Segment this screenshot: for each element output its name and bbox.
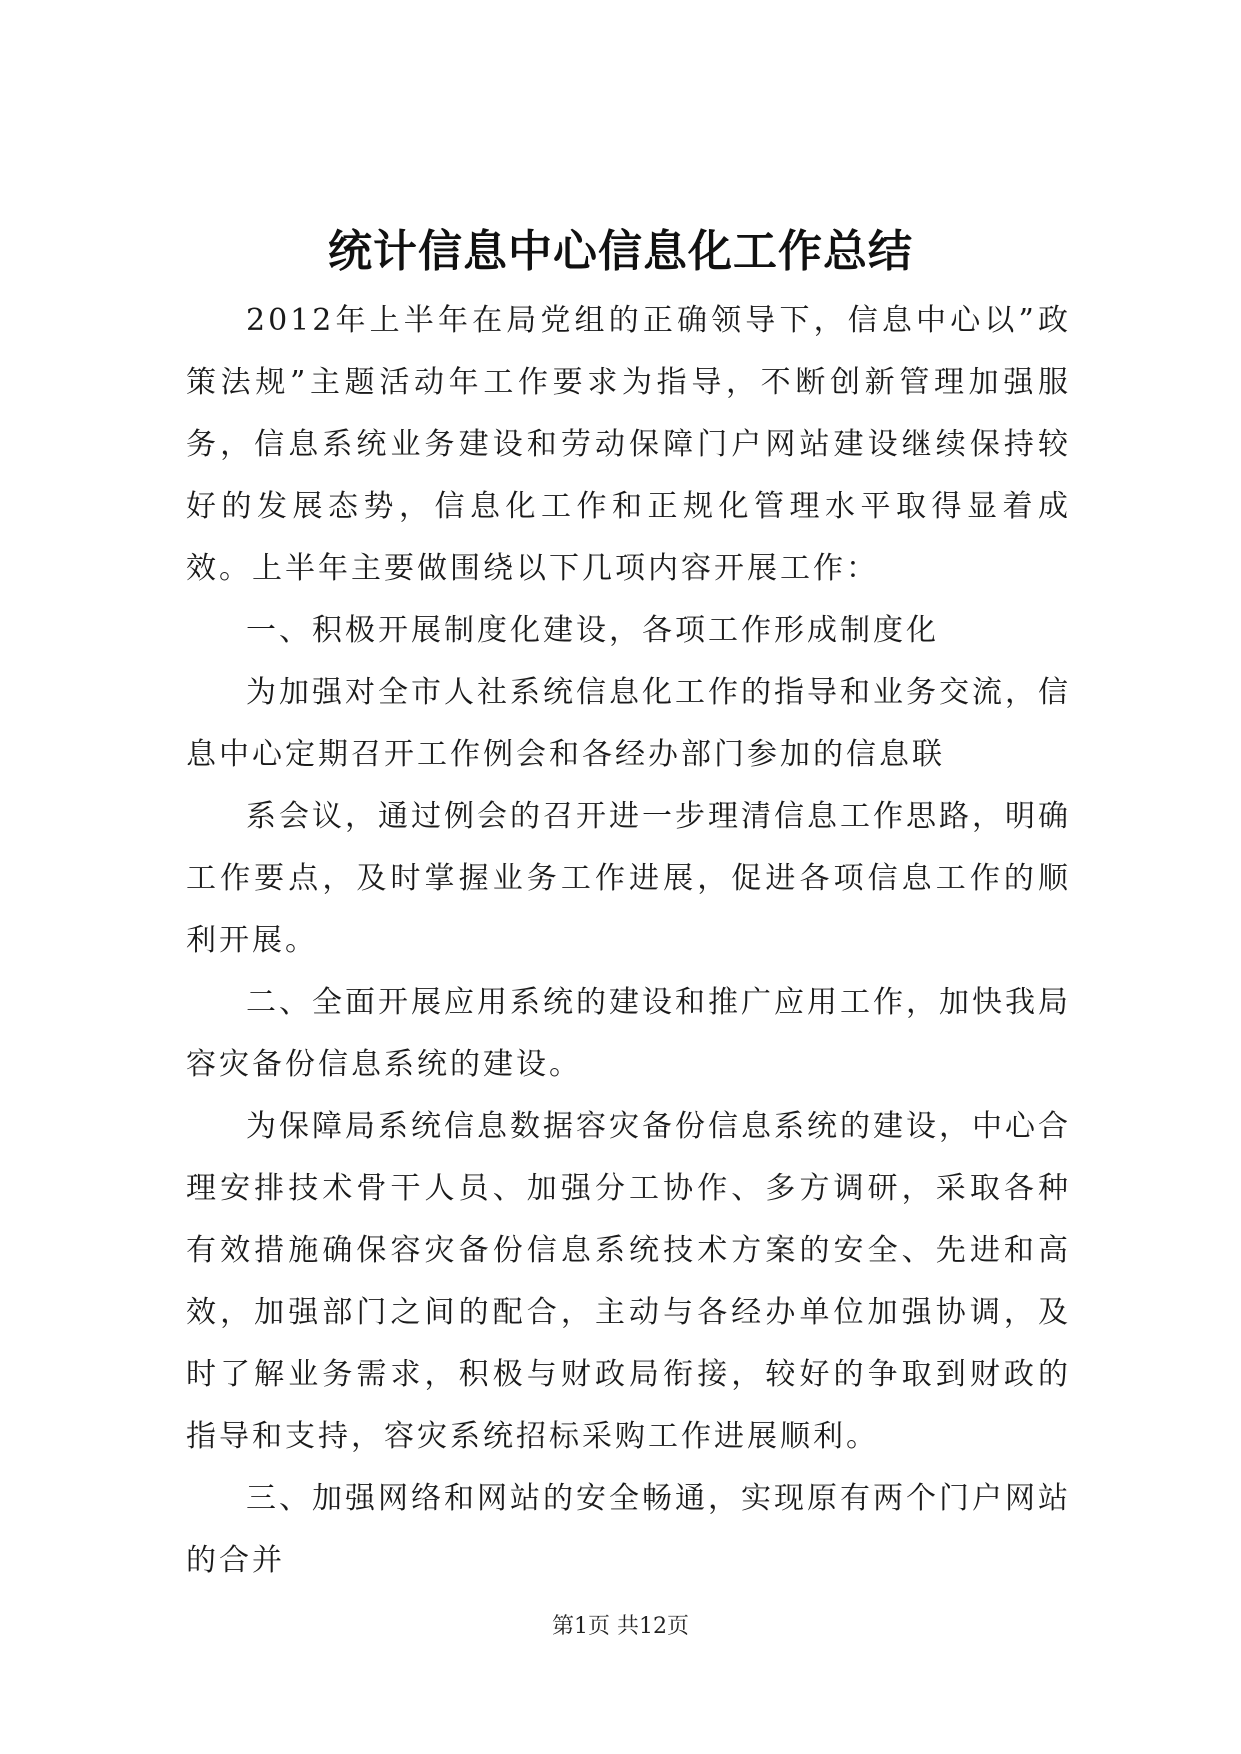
section-heading-3: 三、加强网络和网站的安全畅通，实现原有两个门户网站的合并 [186, 1481, 1071, 1578]
paragraph-section-1b: 系会议，通过例会的召开进一步理清信息工作思路，明确工作要点，及时掌握业务工作进展，促进各项信息工作的顺利开展。 [186, 799, 1071, 958]
section-heading-2: 二、全面开展应用系统的建设和推广应用工作，加快我局容灾备份信息系统的建设。 [186, 985, 1071, 1082]
document-title: 统计信息中心信息化工作总结 [328, 226, 913, 277]
document-body [186, 290, 1071, 1592]
paragraph-section-1a: 为加强对全市人社系统信息化工作的指导和业务交流，信息中心定期召开工作例会和各经办部门参加的信息联 [186, 675, 1071, 772]
section-heading-1: 一、积极开展制度化建设，各项工作形成制度化 [246, 613, 939, 648]
page-footer [0, 1612, 1241, 1642]
paragraph-intro: 2012年上半年在局党组的正确领导下，信息中心以”政策法规”主题活动年工作要求为指导，不断创新管理加强服务，信息系统业务建设和劳动保障门户网站建设继续保持较好的发展态势，信息化工作和正规化管理水平取得显着成效。上半年主要做围绕以下几项内容开展工作： [186, 303, 1071, 586]
page-number-label: 第1页 共12页 [552, 1614, 689, 1639]
paragraph-section-2: 为保障局系统信息数据容灾备份信息系统的建设，中心合理安排技术骨干人员、加强分工协作、多方调研，采取各种有效措施确保容灾备份信息系统技术方案的安全、先进和高效，加强部门之间的配合，主动与各经办单位加强协调，及时了解业务需求，积极与财政局衔接，较好的争取到财政的指导和支持，容灾系统招标采购工作进展顺利。 [186, 1109, 1071, 1454]
